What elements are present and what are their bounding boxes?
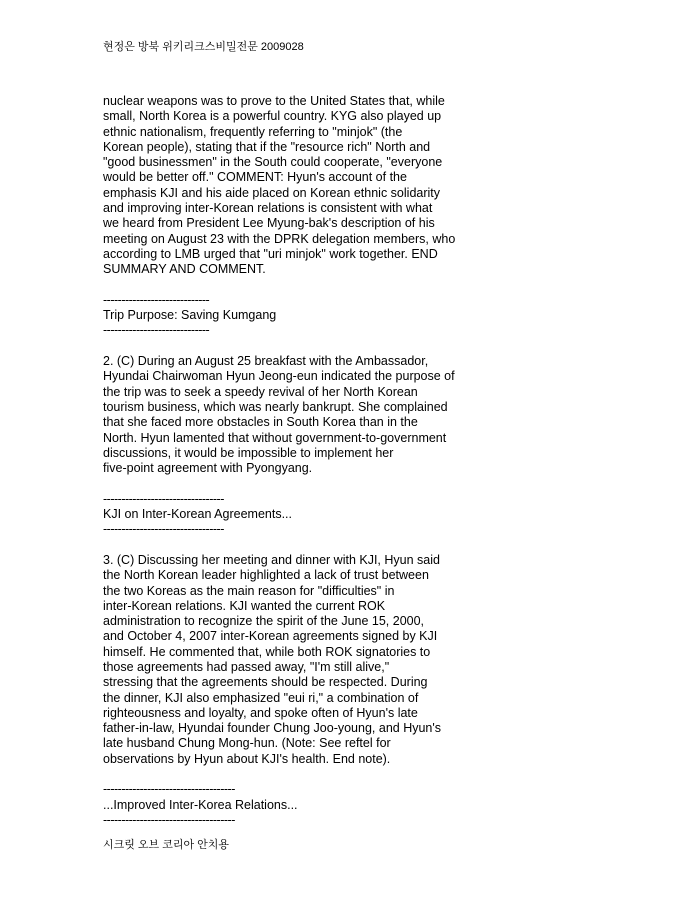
text-line: "good businessmen" in the South could cooperate, "everyone: [103, 155, 443, 170]
text-line: the two Koreas as the main reason for "difficulties" in: [103, 583, 395, 598]
section-trip-purpose: [103, 293, 693, 477]
text-line: five-point agreement with Pyongyang.: [103, 461, 313, 476]
text-line: those agreements had passed away, "I'm still alive,": [103, 659, 390, 674]
text-line: inter-Korean relations. KJI wanted the current ROK: [103, 598, 386, 613]
text-line: the trip was to seek a speedy revival of her North Korean: [103, 384, 418, 399]
text-line: father-in-law, Hyundai founder Chung Joo-young, and Hyun's: [103, 721, 442, 736]
text-line: observations by Hyun about KJI's health. End note).: [103, 751, 391, 766]
text-line: righteousness and loyalty, and spoke often of Hyun's late: [103, 705, 418, 720]
paragraph-gap: [103, 339, 693, 354]
section-rule-top: ---------------------------------: [103, 491, 224, 506]
text-line: and improving inter-Korean relations is consistent with what: [103, 201, 433, 216]
section-rule-top: ------------------------------------: [103, 782, 235, 797]
text-line: administration to recognize the spirit of the June 15, 2000,: [103, 614, 425, 629]
section-improved-relations: [103, 782, 693, 828]
section-rule-bottom: -----------------------------: [103, 323, 210, 338]
text-line: according to LMB urged that "uri minjok" work together. END: [103, 246, 438, 261]
text-line: 3. (C) Discussing her meeting and dinner with KJI, Hyun said: [103, 552, 440, 567]
text-line: we heard from President Lee Myung-bak's description of his: [103, 216, 435, 231]
text-line: small, North Korea is a powerful country. KYG also played up: [103, 109, 442, 124]
text-line: the North Korean leader highlighted a lack of trust between: [103, 568, 429, 583]
text-line: ethnic nationalism, frequently referring to "minjok" (the: [103, 124, 403, 139]
text-line: and October 4, 2007 inter-Korean agreements signed by KJI: [103, 629, 438, 644]
text-line: tourism business, which was nearly bankrupt. She complained: [103, 399, 448, 414]
section-heading: Trip Purpose: Saving Kumgang: [103, 308, 277, 323]
text-line: late husband Chung Mong-hun. (Note: See reftel for: [103, 736, 391, 751]
paragraph-gap: [103, 278, 693, 293]
paragraph-gap: [103, 767, 693, 782]
text-line: Hyundai Chairwoman Hyun Jeong-eun indicated the purpose of: [103, 369, 455, 384]
section-heading: ...Improved Inter-Korea Relations...: [103, 797, 298, 812]
section-rule-top: -----------------------------: [103, 292, 210, 307]
text-line: 2. (C) During an August 25 breakfast with the Ambassador,: [103, 354, 429, 369]
text-line: SUMMARY AND COMMENT.: [103, 262, 266, 277]
section-heading: KJI on Inter-Korean Agreements...: [103, 507, 292, 522]
text-line: the dinner, KJI also emphasized "eui ri," a combination of: [103, 690, 419, 705]
text-line: Korean people), stating that if the "resource rich" North and: [103, 139, 431, 154]
intro-paragraph: [103, 94, 693, 278]
text-line: himself. He commented that, while both ROK signatories to: [103, 644, 431, 659]
text-line: would be better off." COMMENT: Hyun's account of the: [103, 170, 407, 185]
page-header: 현정은 방북 위키리크스비밀전문 2009028: [103, 41, 304, 53]
section-rule-bottom: ------------------------------------: [103, 812, 235, 827]
section-rule-bottom: ---------------------------------: [103, 522, 224, 537]
text-line: that she faced more obstacles in South Korea than in the: [103, 415, 418, 430]
text-line: North. Hyun lamented that without government-to-government: [103, 430, 447, 445]
text-line: stressing that the agreements should be respected. During: [103, 675, 428, 690]
page-footer: 시크릿 오브 코리아 안치용: [103, 839, 230, 851]
text-line: discussions, it would be impossible to implement her: [103, 445, 394, 460]
text-line: meeting on August 23 with the DPRK delegation members, who: [103, 231, 456, 246]
paragraph-gap: [103, 476, 693, 491]
text-line: nuclear weapons was to prove to the United States that, while: [103, 94, 445, 108]
paragraph-gap: [103, 538, 693, 553]
document-body: [103, 94, 693, 828]
text-line: emphasis KJI and his aide placed on Korean ethnic solidarity: [103, 185, 441, 200]
section-kji-agreements: [103, 492, 693, 767]
